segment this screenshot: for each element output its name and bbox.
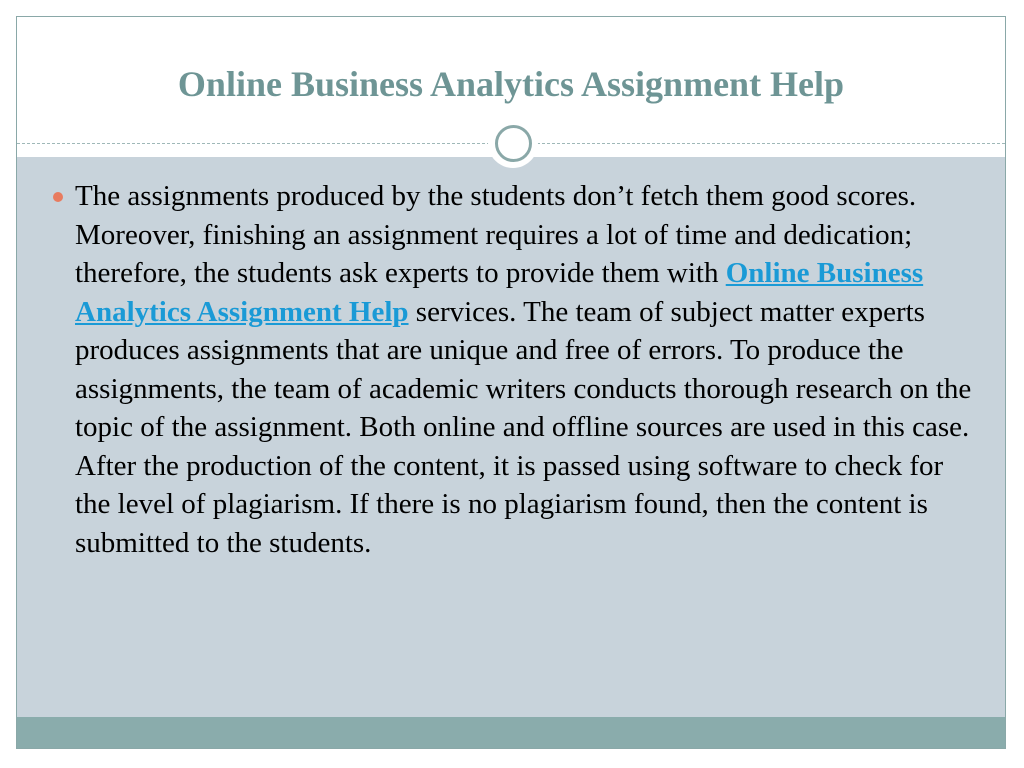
content-area: [17, 157, 1005, 717]
bullet-item: [53, 177, 973, 562]
footer-bar: [17, 717, 1005, 749]
bullet-list: [53, 177, 973, 562]
slide: [16, 16, 1006, 749]
slide-title: Online Business Analytics Assignment Help: [177, 64, 845, 104]
bullet-text-after: services. The team of subject matter experts produces assignments that are unique and free of errors. To produce the assignments, the team of academic writers conducts thorough research on the topic of the assignment. Both online and offline sources are used in this case. After the production of the content, it is passed using software to check for the level of plagiarism. If there is no plagiarism found, then the content is submitted to the students.: [75, 295, 972, 559]
bullet-text-before: The assignments produced by the students don’t fetch them good scores. Moreover, finishing an assignment requires a lot of time and dedication; therefore, the students ask experts to provide them with: [75, 180, 917, 289]
ornament-ring: [495, 125, 532, 162]
circle-ring-icon: [488, 118, 538, 168]
assignment-help-link[interactable]: Online Business Analytics Assignment Help: [75, 257, 924, 328]
bullet-dot-icon: [53, 192, 63, 202]
